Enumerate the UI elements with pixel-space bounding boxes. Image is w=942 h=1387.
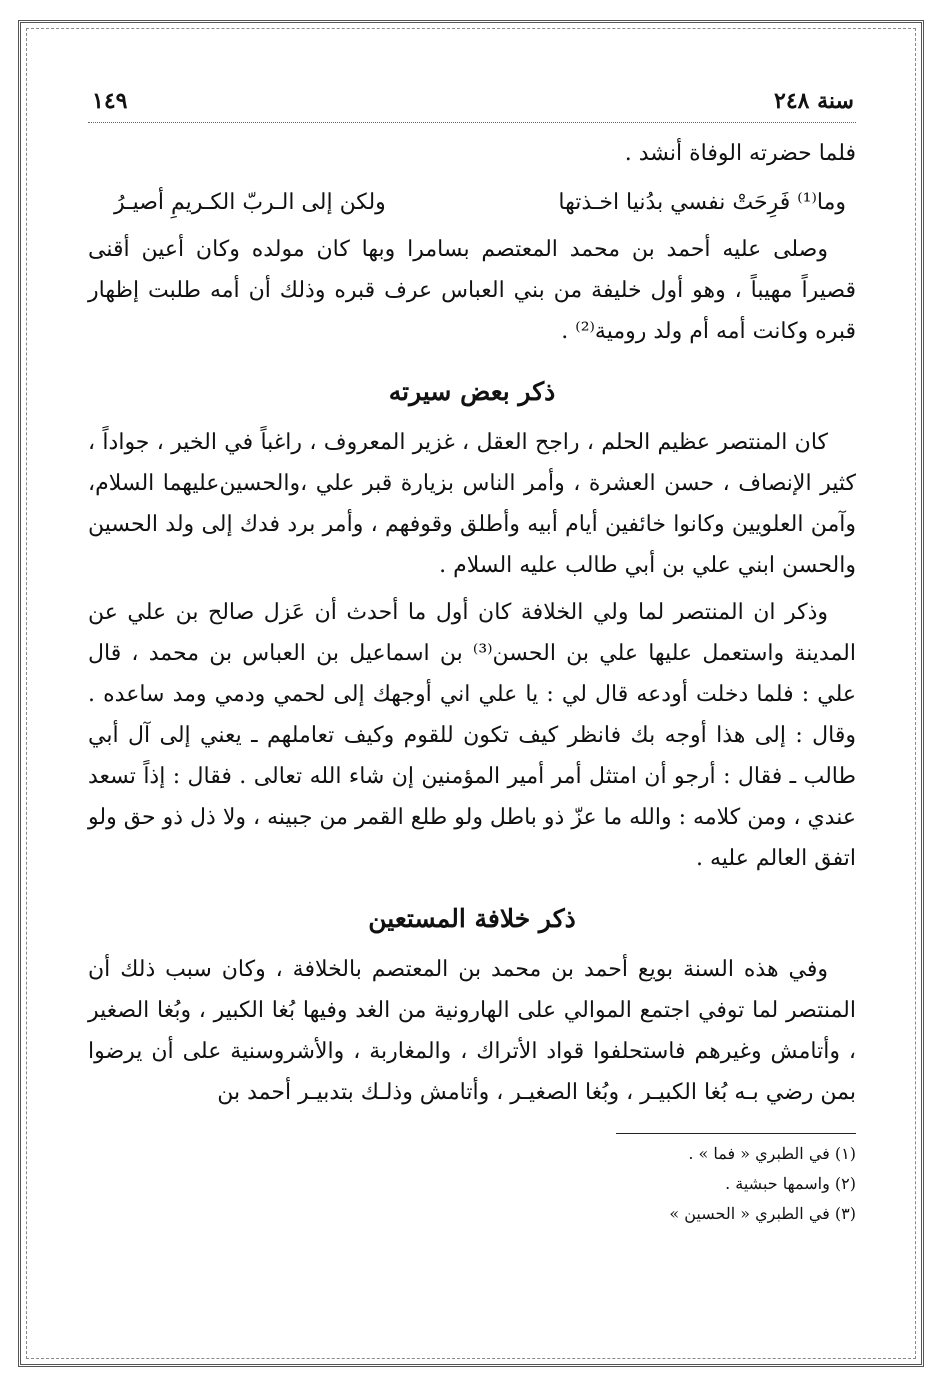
poetry-verse: [88, 182, 856, 223]
footnote-divider: [616, 1133, 856, 1134]
footnote-1: (١) في الطبري « فما » .: [688, 1144, 856, 1163]
paragraph-prayer: وصلى عليه أحمد بن محمد المعتصم بسامرا وبها كان مولده وكان أعين أقنى قصيراً مهيباً ، وهو أول خليفة من بني العباس عرف قبره وذلك أن أمه طلبت إظهار قبره وكانت أمه أم ولد رومية⁽²⁾ .: [88, 237, 856, 344]
verse-hemistich-left: ولكن إلى الـربّ الكـريمِ أصيـرُ: [114, 190, 386, 215]
page-content: [88, 88, 856, 1230]
footnote-2: (٢) واسمها حبشية .: [725, 1174, 856, 1193]
header-year: سنة ٢٤٨: [774, 88, 854, 114]
running-header: [88, 88, 856, 123]
paragraph-mustain: وفي هذه السنة بويع أحمد بن محمد بن المعتصم بالخلافة ، وكان سبب ذلك أن المنتصر لما توفي اجتمع الموالي على الهارونية من الغد وفيها بُغا الكبير ، وبُغا الصغير ، وأتامش وغيرهم فاستحلفوا قواد الأتراك ، والمغاربة ، والأشروسنية على أن يرضوا بمن رضي بـه بُغا الكبيـر ، وبُغا الصغيـر ، وأتامش وذلـك بتدبيـر أحمد بن: [88, 957, 856, 1105]
page-number: ١٤٩: [92, 88, 128, 114]
section-heading-seera: ذكر بعض سيرته: [388, 377, 556, 406]
footnotes: [88, 1140, 856, 1228]
intro-line: فلما حضرته الوفاة أنشد .: [624, 141, 856, 166]
footnote-3: (٣) في الطبري « الحسين »: [669, 1204, 856, 1223]
verse-hemistich-right: وما⁽¹⁾ فَرِحَتْ نفسي بدُنيا اخـذتها: [558, 190, 846, 215]
section-heading-mustain: ذكر خلافة المستعين: [368, 904, 576, 933]
paragraph-seera-2: وذكر ان المنتصر لما ولي الخلافة كان أول ما أحدث أن عَزل صالح بن علي عن المدينة واستعمل عليها علي بن الحسن⁽³⁾ بن اسماعيل بن العباس بن محمد ، قال علي : فلما دخلت أودعه قال لي : يا علي اني أوجهك إلى لحمي ودمي ومد ساعده . وقال : إلى هذا أوجه بك فانظر كيف تكون للقوم وكيف تعاملهم ـ يعني إلى آل أبي طالب ـ فقال : أرجو أن امتثل أمر أمير المؤمنين إن شاء الله تعالى . فقال : إذاً تسعد عندي ، ومن كلامه : والله ما عزّ ذو باطل ولو طلع القمر من جبينه ، ولا ذل ذو حق ولو اتفق العالم عليه .: [88, 600, 856, 871]
paragraph-seera-1: كان المنتصر عظيم الحلم ، راجح العقل ، غزير المعروف ، راغباً في الخير ، جواداً ، كثير الإنصاف ، حسن العشرة ، وأمر الناس بزيارة قبر علي ،والحسين‌عليهما السلام، وآمن العلويين وكانوا خائفين أيام أبيه وأطلق وقوفهم ، وأمر برد فدك إلى ولد الحسين والحسن ابني علي بن أبي طالب عليه السلام .: [88, 430, 856, 578]
